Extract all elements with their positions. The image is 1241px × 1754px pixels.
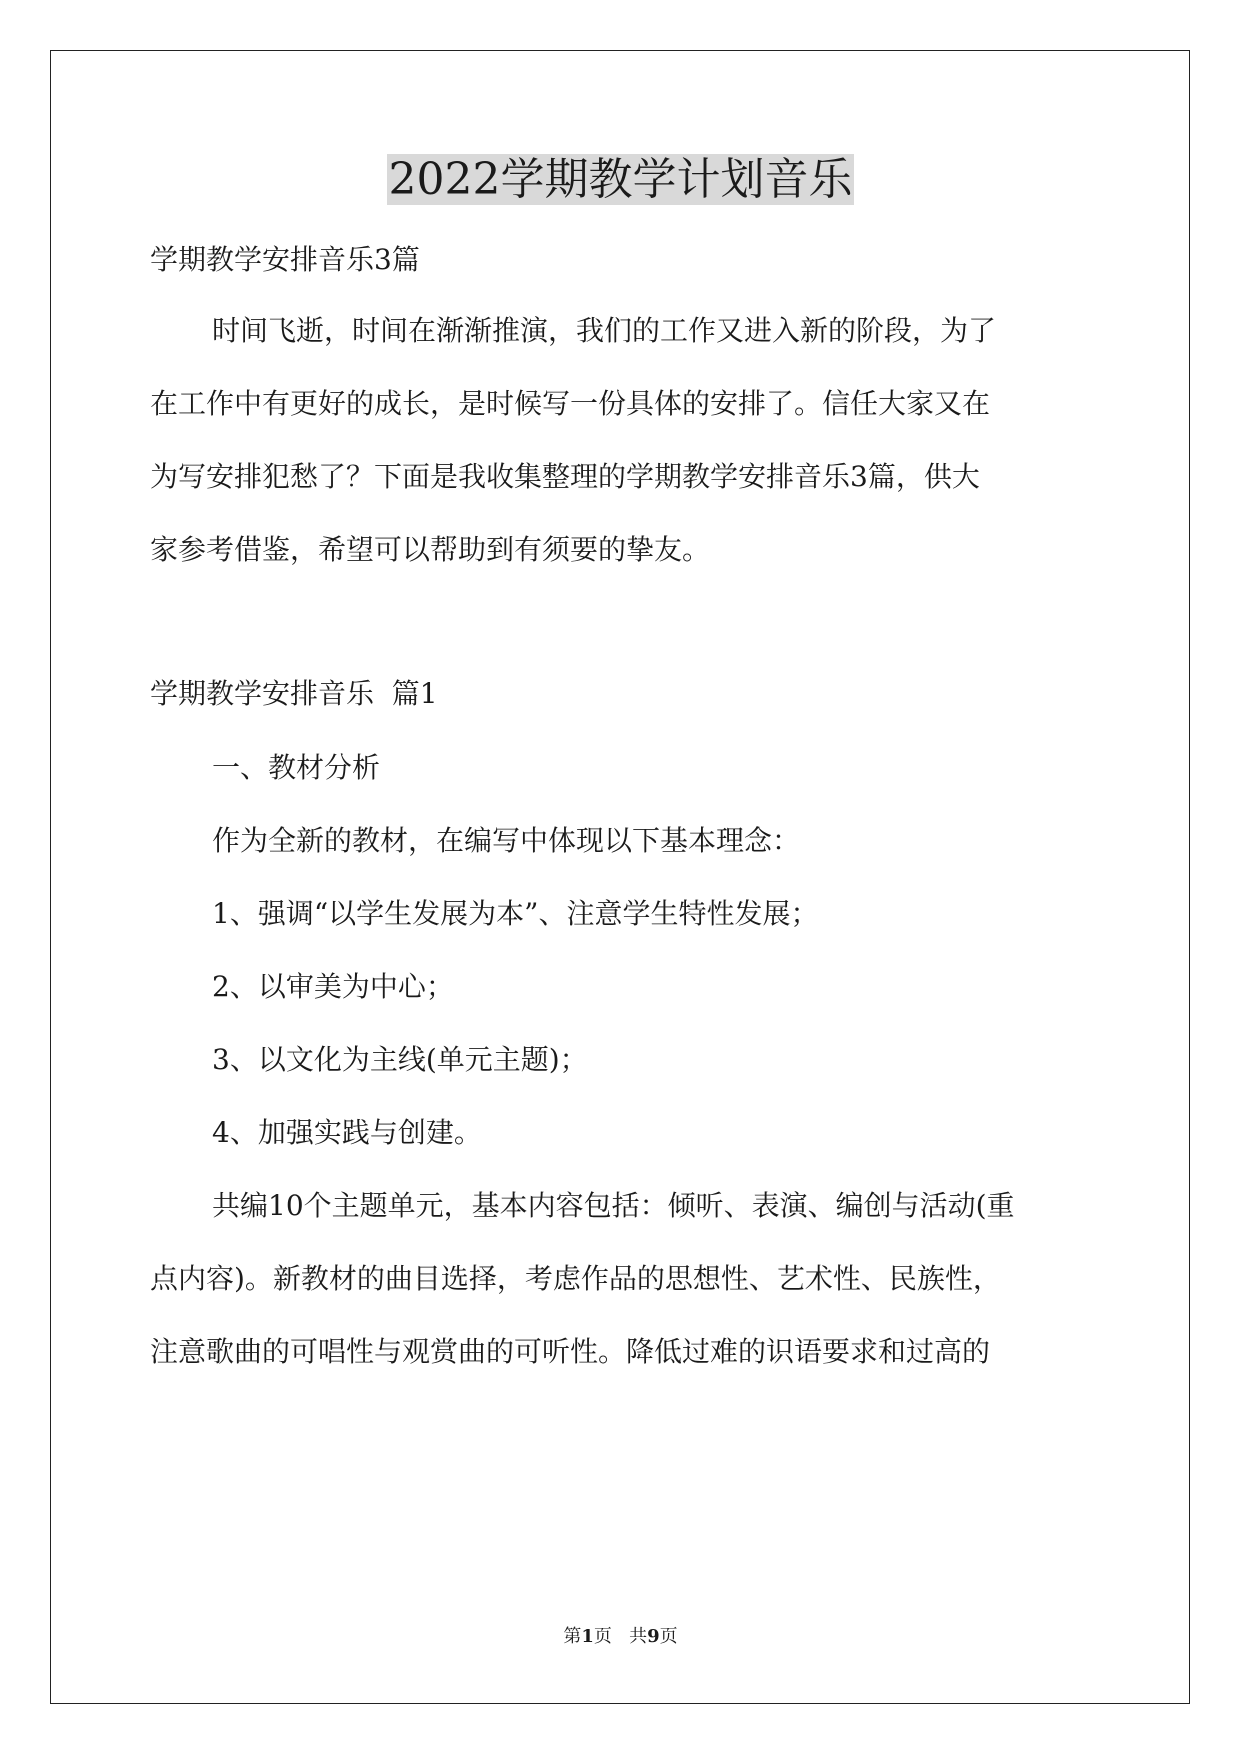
concept-item-2: 2、以审美为中心；: [212, 970, 454, 1003]
body-line-1: 共编10个主题单元，基本内容包括：倾听、表演、编创与活动(重: [212, 1189, 1015, 1222]
concept-item-4: 4、加强实践与创建。: [212, 1116, 482, 1149]
part-heading: 一、教材分析: [212, 751, 381, 784]
concept-intro: 作为全新的教材，在编写中体现以下基本理念：: [212, 824, 801, 857]
concept-item-1: 1、强调“以学生发展为本”、注意学生特性发展；: [212, 897, 819, 930]
page-footer: [0, 1625, 1241, 1649]
intro-line-1: 时间飞逝，时间在渐渐推演，我们的工作又进入新的阶段，为了: [212, 314, 997, 347]
concept-item-3: 3、以文化为主线(单元主题)；: [212, 1043, 588, 1076]
footer-mid: 页 共: [593, 1626, 648, 1647]
footer-prefix: 第: [563, 1626, 582, 1647]
intro-line-2: 在工作中有更好的成长，是时候写一份具体的安排了。信任大家又在: [150, 387, 991, 420]
document-subtitle: 学期教学安排音乐3篇: [150, 243, 420, 276]
intro-line-4: 家参考借鉴，希望可以帮助到有须要的挚友。: [150, 533, 711, 566]
document-title-text: 2022学期教学计划音乐: [388, 154, 853, 205]
body-line-2: 点内容)。新教材的曲目选择，考虑作品的思想性、艺术性、民族性，: [150, 1262, 1001, 1295]
footer-suffix: 页: [659, 1626, 678, 1647]
page-border: [50, 50, 1190, 1704]
total-page-number: 9: [647, 1626, 660, 1647]
current-page-number: 1: [581, 1626, 594, 1647]
document-title: [0, 150, 1241, 210]
intro-line-3: 为写安排犯愁了？下面是我收集整理的学期教学安排音乐3篇，供大: [150, 460, 980, 493]
body-line-3: 注意歌曲的可唱性与观赏曲的可听性。降低过难的识语要求和过高的: [150, 1335, 991, 1368]
section-heading: 学期教学安排音乐 篇1: [150, 677, 438, 710]
